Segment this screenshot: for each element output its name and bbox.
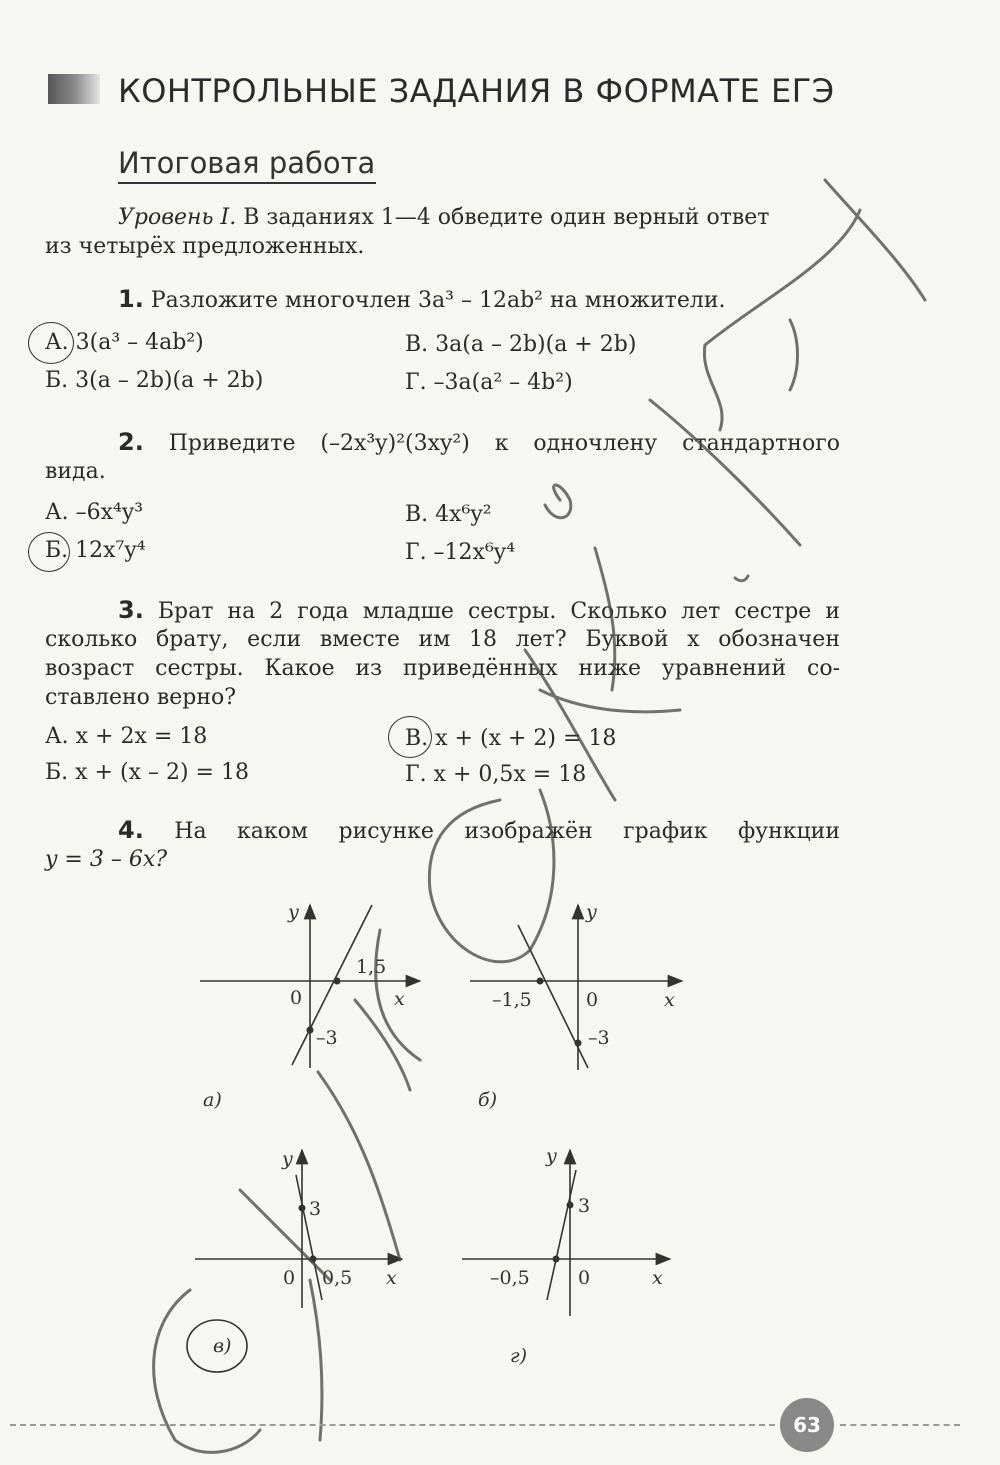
graph-b-y-label: y	[586, 901, 597, 923]
graph-g-x-mark: –0,5	[490, 1267, 530, 1289]
graph-a-caption: а)	[203, 1089, 222, 1111]
task-3-text-line-4: ставлено верно?	[45, 685, 237, 710]
graph-v-origin: 0	[283, 1267, 296, 1289]
graph-g-origin: 0	[578, 1267, 591, 1289]
task-1-option-g[interactable]: Г. –3a(a² – 4b²)	[405, 370, 573, 395]
graph-g-x-label: x	[652, 1267, 663, 1289]
graph-g-y-label: y	[546, 1145, 557, 1167]
section-title: Итоговая работа	[118, 146, 376, 180]
footer-dashed-line-left	[10, 1424, 775, 1426]
graph-v-y-mark: 3	[309, 1198, 322, 1220]
graph-b-x-label: x	[664, 989, 675, 1011]
graph-v-y-point	[299, 1205, 306, 1212]
intro-line-2: из четырёх предложенных.	[45, 234, 365, 259]
graph-v-x-point	[310, 1256, 317, 1263]
intro-level: Уровень I.	[118, 205, 237, 230]
task-1-number: 1.	[118, 285, 144, 313]
task-1-question: Разложите многочлен 3a³ – 12ab² на множители.	[150, 288, 726, 313]
graph-g-line	[547, 1170, 576, 1300]
graph-a-y-point	[307, 1027, 314, 1034]
graph-v-y-label: y	[282, 1148, 293, 1170]
task-2-number: 2.	[118, 428, 144, 456]
task-3-number: 3.	[118, 596, 144, 624]
graph-b-origin: 0	[586, 989, 599, 1011]
graph-g-y-mark: 3	[578, 1195, 591, 1217]
task-2-text-line-2: вида.	[45, 459, 106, 484]
graph-v-x-mark: 0,5	[322, 1267, 353, 1289]
task-2-option-v[interactable]: В. 4x⁶y²	[405, 502, 492, 527]
task-1-option-b[interactable]: Б. 3(a – 2b)(a + 2b)	[45, 368, 264, 393]
graph-b-x-point	[537, 978, 544, 985]
task-3-option-g[interactable]: Г. x + 0,5x = 18	[405, 762, 587, 787]
graph-v-caption: в)	[213, 1335, 232, 1357]
task-3-option-a[interactable]: А. x + 2x = 18	[45, 724, 208, 749]
task-4-text-line-2: y = 3 – 6x?	[45, 847, 168, 872]
task-3-text-line-3: возраст сестры. Какое из приведённых ниже уравнений со-	[45, 656, 840, 681]
task-3-option-v[interactable]: В. x + (x + 2) = 18	[405, 726, 617, 751]
task-2-option-g[interactable]: Г. –12x⁶y⁴	[405, 540, 516, 565]
page-number: 63	[780, 1398, 834, 1452]
graph-a-y-mark: –3	[316, 1027, 338, 1049]
graph-a-x-mark: 1,5	[356, 956, 387, 978]
graph-a-x-label: x	[394, 988, 405, 1010]
graph-b-x-mark: –1,5	[492, 989, 532, 1011]
task-2-option-a[interactable]: А. –6x⁴y³	[45, 500, 144, 525]
graph-a-origin: 0	[290, 987, 303, 1009]
task-2-option-b[interactable]: Б. 12x⁷y⁴	[45, 538, 146, 563]
task-1-option-a[interactable]: А. 3(a³ – 4ab²)	[45, 330, 204, 355]
graph-a-x-point	[334, 978, 341, 985]
task-1-option-v[interactable]: В. 3a(a – 2b)(a + 2b)	[405, 332, 637, 357]
graph-b-caption: б)	[478, 1089, 498, 1111]
graph-v-line	[296, 1175, 322, 1300]
task-4-line-1: На каком рисунке изображён график функции	[174, 819, 840, 844]
graph-g-y-point	[567, 1202, 574, 1209]
task-3-text-line-2: сколько брату, если вместе им 18 лет? Буквой x обозначен	[45, 627, 840, 652]
page-title: КОНТРОЛЬНЫЕ ЗАДАНИЯ В ФОРМАТЕ ЕГЭ	[118, 72, 835, 110]
task-2-question: Приведите (–2x³y)²(3xy²) к одночлену стандартного	[168, 431, 840, 456]
graph-b-y-point	[575, 1040, 582, 1047]
task-4-number: 4.	[118, 816, 144, 844]
graph-b-y-mark: –3	[588, 1027, 610, 1049]
task-3-option-b[interactable]: Б. x + (x – 2) = 18	[45, 760, 249, 785]
intro-text: В заданиях 1—4 обведите один верный ответ	[243, 205, 770, 230]
footer-dashed-line-right	[840, 1424, 960, 1426]
graph-a-y-label: y	[288, 901, 299, 923]
graph-v-x-label: x	[386, 1267, 397, 1289]
graph-g-x-point	[553, 1256, 560, 1263]
task-3-line-1: Брат на 2 года младше сестры. Сколько лет сестре и	[157, 599, 840, 624]
graph-g-caption: г)	[510, 1345, 528, 1367]
